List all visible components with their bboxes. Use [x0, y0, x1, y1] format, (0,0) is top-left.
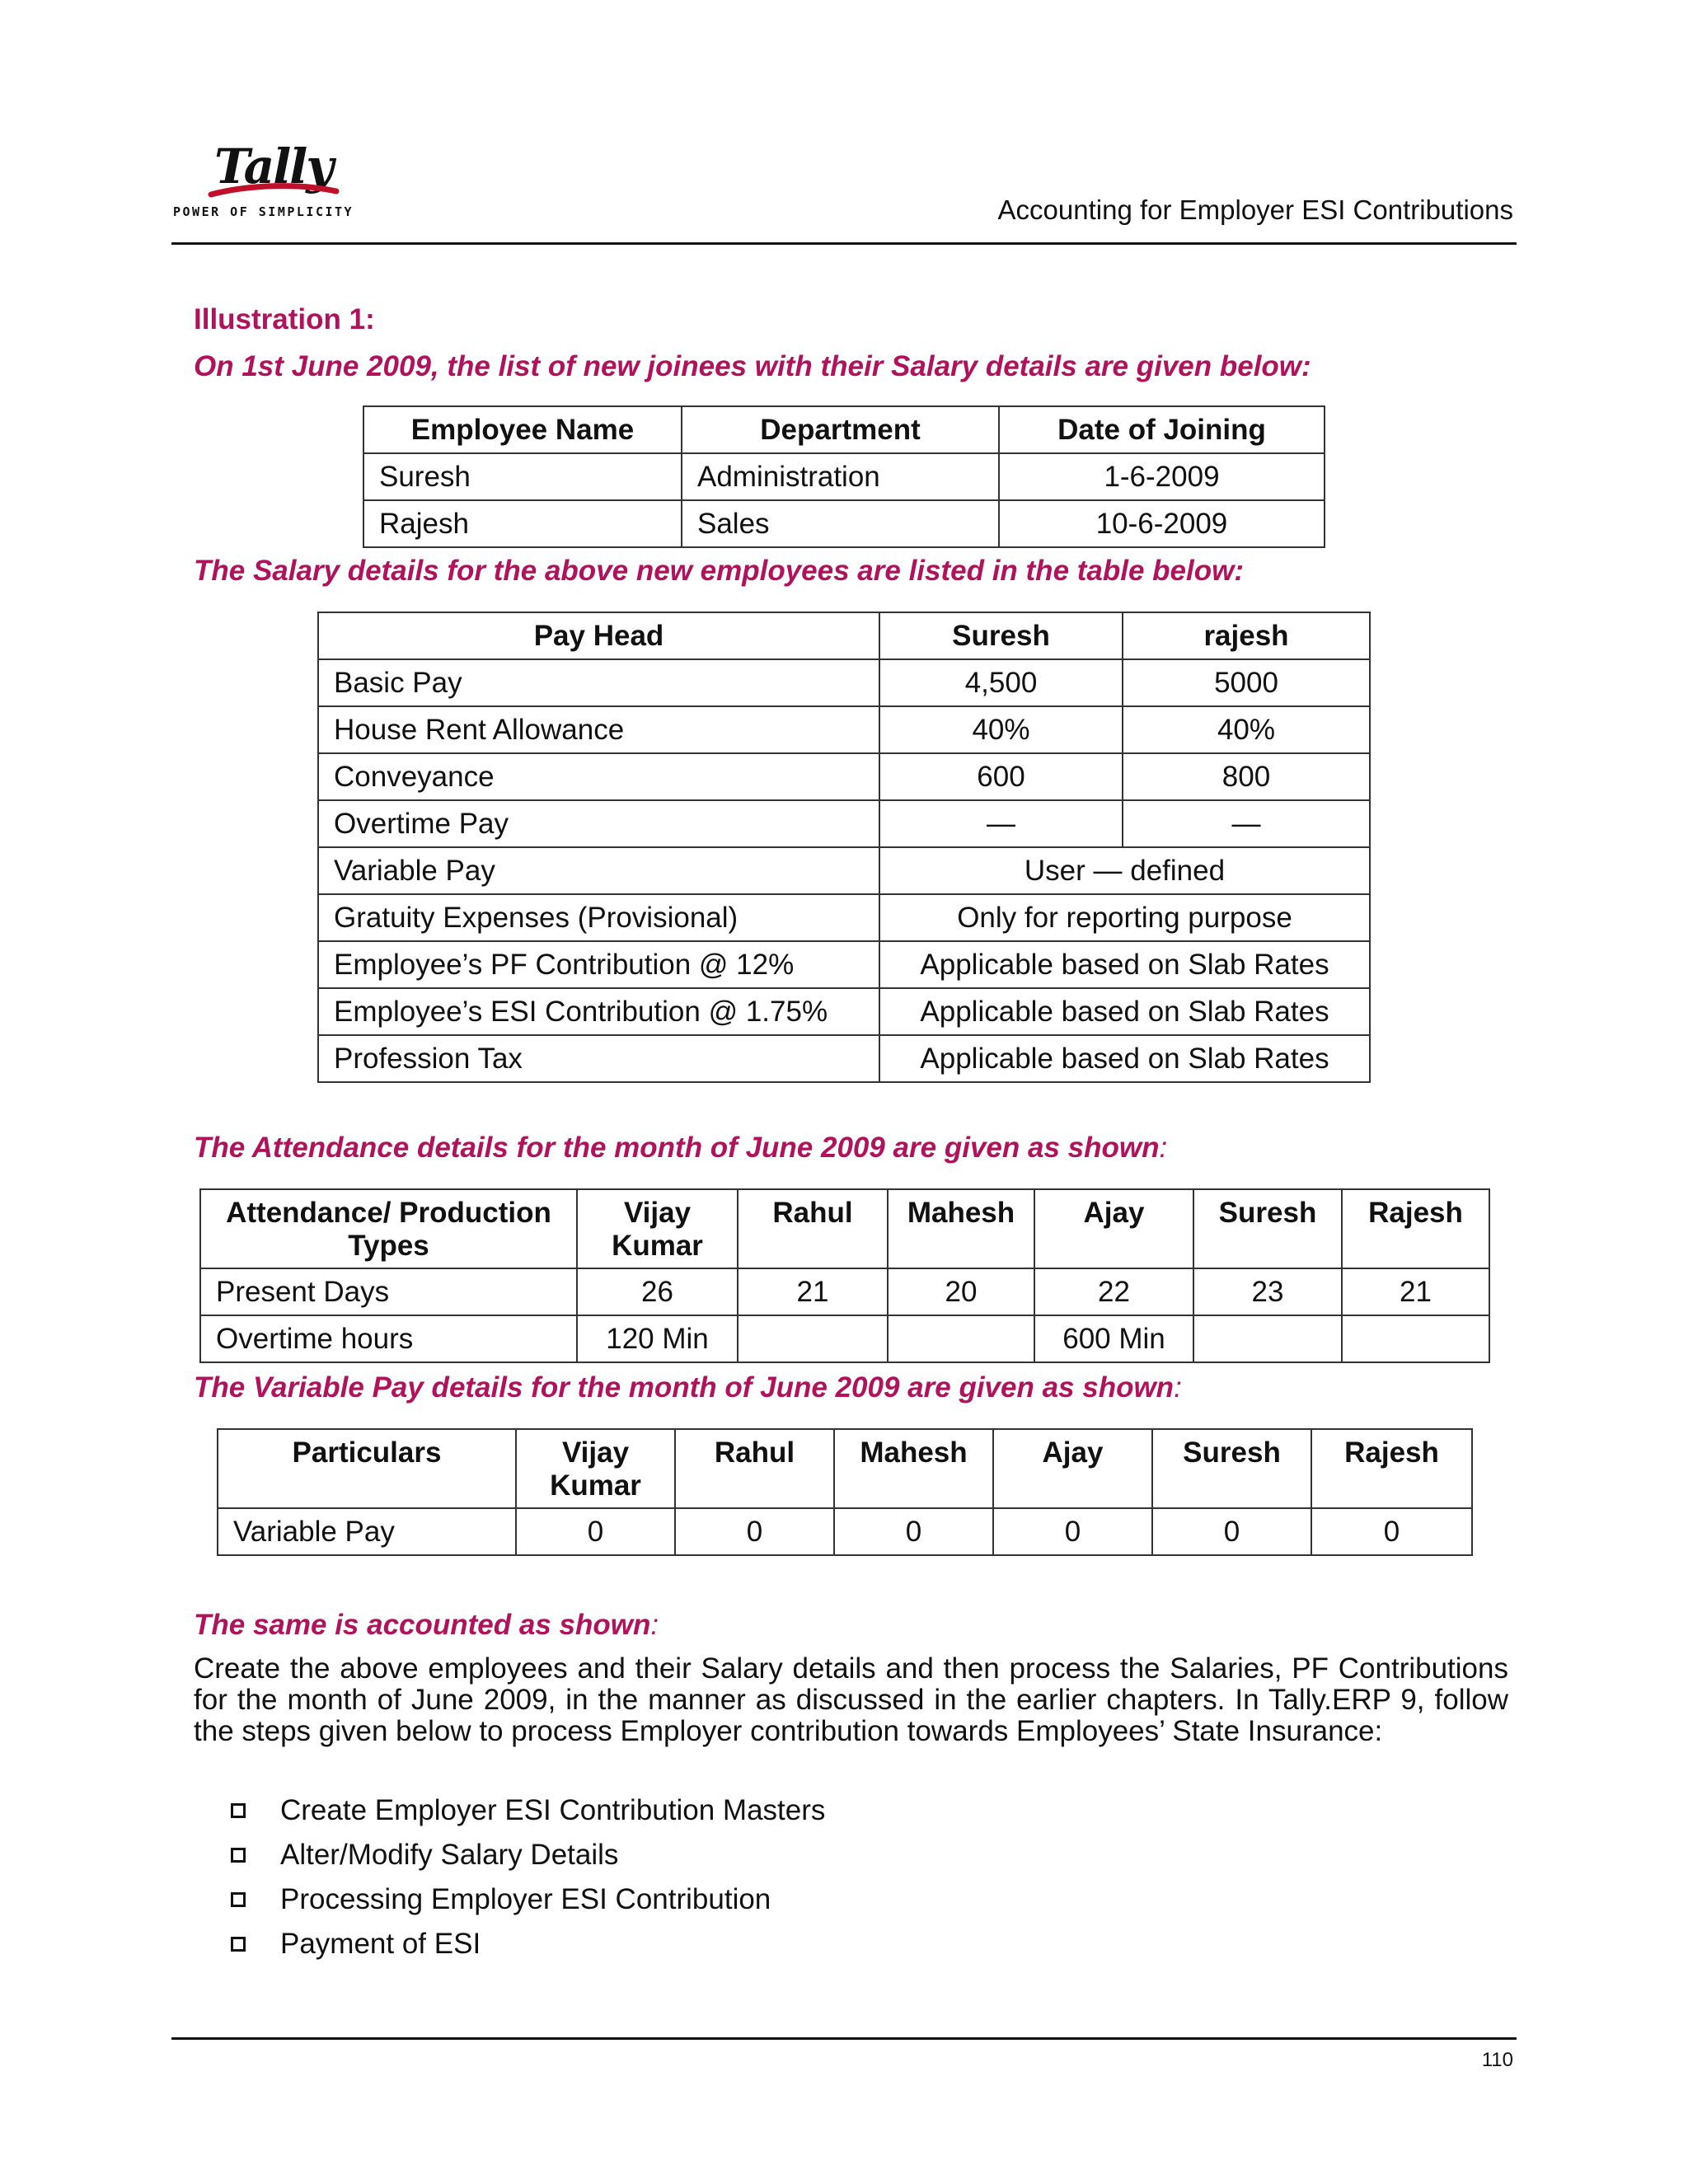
table-cell: Rajesh [363, 500, 682, 547]
table-cell: 600 [879, 753, 1123, 800]
attendance-heading [194, 1132, 1167, 1165]
table-cell: Applicable based on Slab Rates [879, 988, 1370, 1035]
logo-wordmark: Tally [214, 138, 332, 194]
column-header: Ajay [993, 1429, 1152, 1508]
table-row [363, 453, 1325, 500]
table-row [200, 1268, 1489, 1315]
table-cell: 21 [1342, 1268, 1489, 1315]
table-cell: House Rent Allowance [318, 706, 879, 753]
table-cell: Employee’s PF Contribution @ 12% [318, 941, 879, 988]
list-item [231, 1833, 825, 1877]
table-cell: 800 [1123, 753, 1370, 800]
table-row [318, 800, 1370, 847]
table-cell: 0 [993, 1508, 1152, 1555]
attendance-table [199, 1188, 1490, 1363]
footer-divider [171, 2037, 1517, 2040]
table-cell: Only for reporting purpose [879, 894, 1370, 941]
table-row [318, 941, 1370, 988]
salary-table [317, 612, 1371, 1083]
running-title: Accounting for Employer ESI Contributions [997, 194, 1513, 225]
logo-swoosh-icon [208, 176, 340, 199]
table-cell: 23 [1193, 1268, 1342, 1315]
column-header: Mahesh [834, 1429, 993, 1508]
table-cell: Sales [682, 500, 999, 547]
table-cell: Variable Pay [318, 847, 879, 894]
accounted-heading-text: The same is accounted as shown [194, 1609, 651, 1641]
table-cell: 40% [1123, 706, 1370, 753]
column-header: Vijay Kumar [577, 1189, 738, 1268]
table-cell: 600 Min [1034, 1315, 1193, 1362]
table-cell: 0 [516, 1508, 675, 1555]
table-cell: 0 [675, 1508, 834, 1555]
table-header-row [200, 1189, 1489, 1268]
table-cell [888, 1315, 1034, 1362]
variable-pay-heading [194, 1371, 1182, 1404]
column-header: Particulars [218, 1429, 516, 1508]
table-row [318, 847, 1370, 894]
table-cell: Applicable based on Slab Rates [879, 941, 1370, 988]
list-item-label: Processing Employer ESI Contribution [280, 1883, 771, 1915]
attendance-heading-colon: : [1159, 1132, 1168, 1164]
list-item [231, 1788, 825, 1833]
table-cell: 21 [738, 1268, 888, 1315]
variable-pay-table [217, 1428, 1473, 1556]
column-header: Rahul [675, 1429, 834, 1508]
table-cell: Present Days [200, 1268, 577, 1315]
column-header: Employee Name [363, 406, 682, 453]
table-cell: — [879, 800, 1123, 847]
column-header: Rahul [738, 1189, 888, 1268]
accounted-heading [194, 1609, 659, 1642]
table-cell: Suresh [363, 453, 682, 500]
table-row [363, 500, 1325, 547]
column-header: Mahesh [888, 1189, 1034, 1268]
table-cell [738, 1315, 888, 1362]
column-header: Suresh [1152, 1429, 1311, 1508]
table-cell: Conveyance [318, 753, 879, 800]
column-header: Ajay [1034, 1189, 1193, 1268]
column-header: Attendance/ Production Types [200, 1189, 577, 1268]
column-header: Department [682, 406, 999, 453]
accounted-heading-colon: : [650, 1609, 659, 1641]
tally-logo [173, 140, 371, 223]
table-cell: 5000 [1123, 659, 1370, 706]
list-item-label: Payment of ESI [280, 1928, 481, 1960]
logo-tagline: POWER OF SIMPLICITY [173, 204, 354, 219]
square-bullet-icon [231, 1803, 246, 1818]
square-bullet-icon [231, 1937, 246, 1952]
table-row [318, 1035, 1370, 1082]
page-number: 110 [1481, 2049, 1513, 2071]
table-row [318, 753, 1370, 800]
table-cell: 0 [1311, 1508, 1472, 1555]
list-item-label: Create Employer ESI Contribution Masters [280, 1794, 826, 1826]
table-cell: 120 Min [577, 1315, 738, 1362]
table-cell: 20 [888, 1268, 1034, 1315]
table-cell: Profession Tax [318, 1035, 879, 1082]
illustration-title: Illustration 1: [194, 303, 375, 335]
table-row [318, 706, 1370, 753]
joinees-table [363, 405, 1325, 548]
table-cell [1193, 1315, 1342, 1362]
column-header: Rajesh [1311, 1429, 1472, 1508]
salary-heading: The Salary details for the above new employees are listed in the table below: [194, 555, 1244, 587]
table-cell: 1-6-2009 [999, 453, 1325, 500]
joinees-heading: On 1st June 2009, the list of new joinees with their Salary details are given below: [194, 350, 1311, 382]
table-cell: Administration [682, 453, 999, 500]
table-cell: Variable Pay [218, 1508, 516, 1555]
column-header: Pay Head [318, 612, 879, 659]
table-row [318, 659, 1370, 706]
table-cell: Basic Pay [318, 659, 879, 706]
table-cell: 0 [834, 1508, 993, 1555]
table-cell: Applicable based on Slab Rates [879, 1035, 1370, 1082]
table-cell: Overtime hours [200, 1315, 577, 1362]
table-cell: 10-6-2009 [999, 500, 1325, 547]
steps-list [231, 1788, 825, 1966]
table-row [218, 1508, 1472, 1555]
table-header-row [318, 612, 1370, 659]
column-header: Suresh [1193, 1189, 1342, 1268]
column-header: Vijay Kumar [516, 1429, 675, 1508]
table-header-row [218, 1429, 1472, 1508]
body-paragraph: Create the above employees and their Salary details and then process the Salaries, PF Contributions for the month of June 2009, in the manner as discussed in the earlier chapters. In Tally.ERP 9, follow the steps given below to process Employer contribution towards Employees’ State Insurance: [194, 1652, 1508, 1747]
table-row [318, 988, 1370, 1035]
variable-pay-heading-colon: : [1174, 1371, 1182, 1404]
table-cell: 4,500 [879, 659, 1123, 706]
table-cell: 22 [1034, 1268, 1193, 1315]
column-header: Suresh [879, 612, 1123, 659]
table-cell: 26 [577, 1268, 738, 1315]
square-bullet-icon [231, 1848, 246, 1863]
table-cell: 0 [1152, 1508, 1311, 1555]
column-header: Date of Joining [999, 406, 1325, 453]
table-row [200, 1315, 1489, 1362]
variable-pay-heading-text: The Variable Pay details for the month of June 2009 are given as shown [194, 1371, 1175, 1404]
table-header-row [363, 406, 1325, 453]
table-cell: Gratuity Expenses (Provisional) [318, 894, 879, 941]
square-bullet-icon [231, 1892, 246, 1907]
column-header: Rajesh [1342, 1189, 1489, 1268]
table-cell: Employee’s ESI Contribution @ 1.75% [318, 988, 879, 1035]
table-cell: User — defined [879, 847, 1370, 894]
column-header: rajesh [1123, 612, 1370, 659]
list-item [231, 1922, 825, 1966]
table-cell [1342, 1315, 1489, 1362]
list-item [231, 1877, 825, 1922]
table-cell: — [1123, 800, 1370, 847]
table-cell: 40% [879, 706, 1123, 753]
header-divider [171, 242, 1517, 245]
table-cell: Overtime Pay [318, 800, 879, 847]
table-row [318, 894, 1370, 941]
list-item-label: Alter/Modify Salary Details [280, 1839, 619, 1871]
attendance-heading-text: The Attendance details for the month of June 2009 are given as shown [194, 1132, 1160, 1164]
